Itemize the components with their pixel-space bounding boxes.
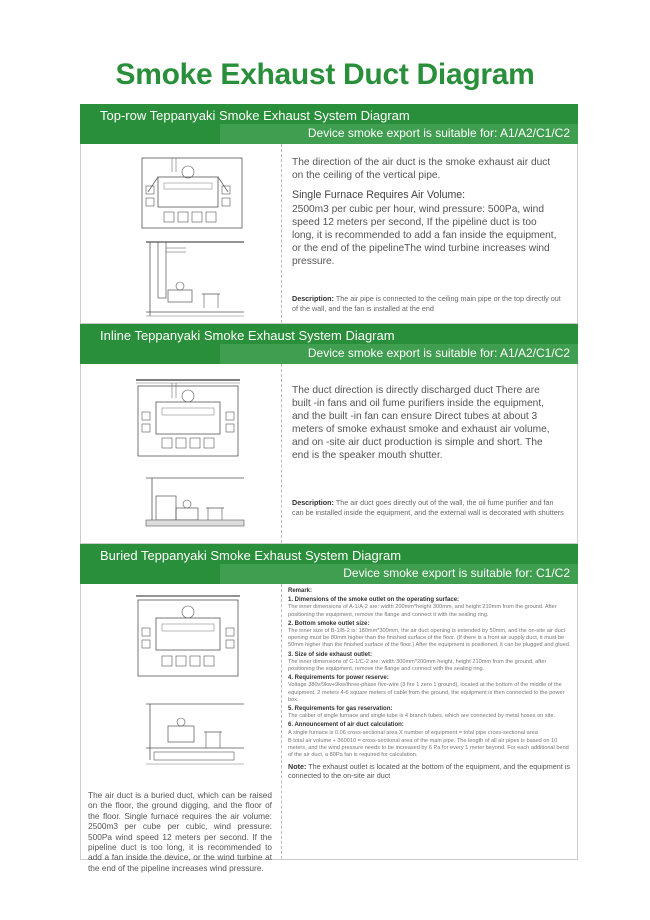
top-row-plan-drawing: [128, 152, 248, 230]
air-volume-text: 2500m3 per cubic per hour, wind pressure: 500Pa, wind speed 12 meters per second, If the pipeline duct is too long, it is recommended to add a fan inside the equipment, or the end of the pipelineThe wind turbine increases wind pressure.: [292, 204, 557, 267]
inline-elevation-drawing: [140, 470, 250, 532]
remark-text: A single furnace is 0.06 cross-sectional area X number of equipment = total pipe cross-sectional area: [288, 729, 538, 736]
remark-heading: 6. Announcement of air duct calculation:: [288, 722, 404, 729]
remark-heading: 2. Bottom smoke outlet size:: [288, 620, 370, 627]
section-subtitle: Device smoke export is suitable for: C1/C2: [343, 566, 570, 580]
remarks-block: [288, 586, 574, 780]
remark-heading: 4. Requirements for power reserve:: [288, 675, 389, 682]
section-title: Inline Teppanyaki Smoke Exhaust System Diagram: [100, 328, 395, 343]
remark-text: The inner dimensions of C-1/C-2 are: width 300mm*200mm height, height 210mm from the ground, after positioning the equipment, remove the flange and connect with the sealing ring.: [288, 658, 547, 673]
top-row-elevation-drawing: [140, 234, 250, 322]
description-text: The air duct goes directly out of the wall, the oil fume purifier and fan can be installed inside the equipment, and the external wall is decorated with shutters: [292, 498, 564, 517]
inline-body-text: The duct direction is directly discharged duct There are built -in fans and oil fume purifiers inside the equipment, and the built -in fan can ensure Direct tubes at about 3 meters of smoke exhaust smoke and exhaust air volume, and on -site air duct production is simple and short. The end is the speaker mouth shutter.: [292, 385, 550, 461]
page-title: Smoke Exhaust Duct Diagram: [115, 58, 535, 91]
remark-text: The inner size of B-1/B-2 is: 180mm*300mm, the air duct opening is extended by 50mm, and the on-site air duct opening must be 80mm higher than the finished surface of the floor. (If there is a front air supply duct, it must be 50mm higher than the finished surface of the floor.) After the equipment is positioned, it can be plugged and glued.: [288, 628, 571, 649]
inline-plan-drawing: [126, 374, 250, 460]
intro-text: The direction of the air duct is the smoke exhaust air duct on the ceiling of the vertical pipe.: [292, 157, 551, 181]
remark-heading: 1. Dimensions of the smoke outlet on the operating surface:: [288, 597, 460, 604]
section-2-text: [292, 384, 560, 462]
section-title: Buried Teppanyaki Smoke Exhaust System Diagram: [100, 548, 402, 563]
section-header-buried: [80, 544, 578, 584]
description-text: The air pipe is connected to the ceiling main pipe or the top directly out of the wall, and the fan is installed at the end: [292, 294, 561, 313]
section-title: Top-row Teppanyaki Smoke Exhaust System Diagram: [100, 108, 410, 123]
description-label: Description:: [292, 498, 334, 507]
note-label: Note:: [288, 762, 307, 772]
section-1-text: [292, 156, 560, 268]
description-label: Description:: [292, 294, 334, 303]
remark-text: B total air volume ÷ 360010 = cross-sectional area of the main pipe. The length of all air pipes is based on 10 meters, and the wind pressure needs to be increased by 6 Pa for every 1 meter beyond. For each additional bend of the air duct, a 80Pa fan is required for calculation.: [288, 737, 569, 759]
note-text: [288, 762, 574, 780]
remark-heading: 5. Requirements for gas reservation:: [288, 706, 393, 713]
section-2-description: [292, 498, 564, 517]
note-body: The exhaust outlet is located at the bottom of the equipment, and the equipment is connected to the on-site air duct: [288, 762, 570, 781]
section-header-inline: [80, 324, 578, 364]
section-header-top-row: [80, 104, 578, 144]
remark-text: The caliber of single furnace and single tube is 4 branch tubes, which are connected by metal hoses on site.: [288, 713, 556, 720]
air-volume-heading: Single Furnace Requires Air Volume:: [292, 189, 466, 201]
section-subtitle: Device smoke export is suitable for: A1/A2/C1/C2: [307, 346, 570, 360]
buried-plan-drawing: [128, 590, 248, 680]
buried-elevation-drawing: [140, 696, 250, 774]
section-subtitle: Device smoke export is suitable for: A1/A2/C1/C2: [307, 126, 570, 140]
remarks-title: Remark:: [288, 588, 313, 594]
remark-text: The inner dimensions of A-1/A-2 are: width 200mm*height 300mm, and height 210mm from the ground. After positioning the equipment, remove the flange and connect it with the sealing ring.: [288, 604, 557, 618]
remark-text: Voltage 380v/9kw+9kw/three-phase five-wire (3 fire 1 zero 1 ground), located at the bottom of the middle of the equipment, 2 meters 4-6 square meters of cable from the ground, the equipment is then connected to the power box.: [288, 682, 565, 703]
buried-body-text: The air duct is a buried duct, which can be raised on the floor, the ground digging, and the floor of the floor. Single furnace requires the air volume: 2500m3 per cube per cubic, wind pressure: 500Pa wind speed 12 meters per second. If the pipeline duct is too long, it is recommended to add a fan inside the device, or the wind turbine at the end of the pipeline increases wind pressure.: [88, 790, 272, 873]
remark-heading: 3. Size of side exhaust outlet:: [288, 651, 373, 658]
section-1-description: [292, 294, 564, 313]
